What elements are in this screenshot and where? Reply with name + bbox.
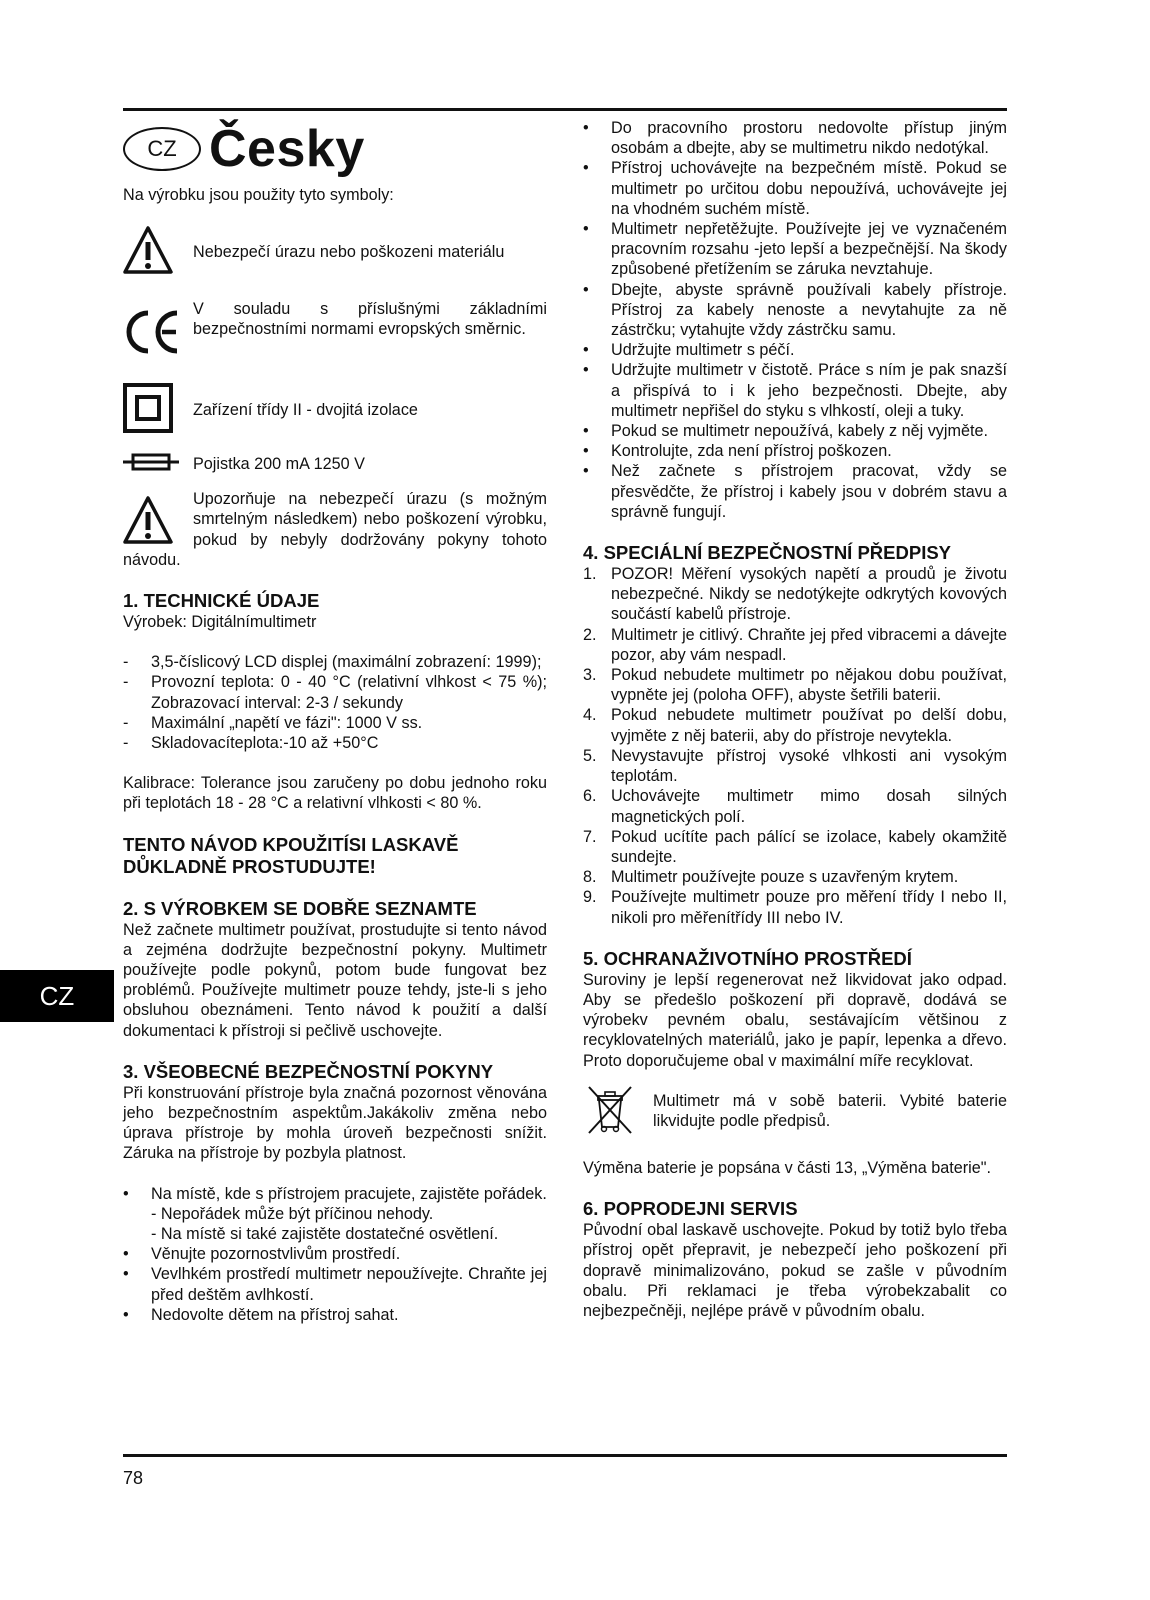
list-item: • Přístroj uchovávejte na bezpečném místě. Pokud se multimetr po určitou dobu nepoužívá, uchovávejte jej na vhodném suchém místě. [583, 159, 1007, 218]
symbol-row [123, 449, 547, 479]
double-insulation-icon [123, 383, 173, 433]
ce-mark-icon [123, 307, 181, 357]
symbol-text: Nebezpečí úrazu nebo poškozeni materiálu [193, 243, 505, 262]
symbol-row [123, 381, 547, 439]
product-line: Výrobek: Digitálnímultimetr [123, 613, 317, 632]
list-item: 5. Nevystavujte přístroj vysoké vlhkosti ani vysokým teplotám. [583, 746, 1007, 786]
list-item: • Multimetr nepřetěžujte. Používejte jej ve vyznačeném pracovním rozsahu -jeto lepší a bezpečnější. Na škody způsobené přetížením se záruka nevztahuje. [583, 220, 1007, 279]
list-item: - Skladovacíteplota:-10 až +50°C [123, 734, 379, 753]
sub-item: - Nepořádek může být příčinou nehody. [151, 1204, 434, 1223]
section-text: Suroviny je lepší regenerovat než likvidovat jako odpad. Aby se předešlo poškození při dopravě, dodává se výrobekv pevném obalu, sestávajícím většinou z recyklovatelných materiálů, jako je papír, lepenka a dřevo. Proto doporučujeme obal v maximální míře recyklovat. [583, 970, 1007, 1070]
sub-item: - Na místě si také zajistěte dostatečné osvětlení. [151, 1225, 499, 1244]
warning-triangle-icon [123, 495, 173, 545]
list-item: • Kontrolujte, zda není přístroj poškozen. [583, 442, 892, 461]
symbol-row [123, 299, 547, 369]
page-title [123, 118, 547, 180]
list-item: • Do pracovního prostoru nedovolte přístup jiným osobám a dbejte, aby se multimetru nikdo nedotýkal. [583, 119, 1007, 158]
page-number: 78 [123, 1468, 144, 1488]
list-item: • Na místě, kde s přístrojem pracujete, zajistěte pořádek. [123, 1184, 547, 1203]
warning-triangle-icon [123, 225, 173, 275]
safety-list-continued [583, 118, 1007, 522]
section-text: Původní obal laskavě uschovejte. Pokud by totiž bylo třeba přístroj opět přepravit, je nebezpečí jeho poškození při dopravě minimalizováno, pokud se zašle v původním obalu. Při reklamaci je třeba výrobekzabalit co nejbezpečněji, nejlépe právě v původním obalu. [583, 1221, 1007, 1320]
right-column [583, 118, 1007, 1321]
list-item: • Vevlhkém prostředí multimetr nepoužívejte. Chraňte jej před deštěm avlhkostí. [123, 1265, 547, 1304]
symbol-text: V souladu s příslušnými základními bezpečnostními normami evropských směrnic. [193, 300, 547, 339]
list-item: 9. Používejte multimetr pouze pro měření třídy I nebo II, nikoli pro měřenítřídy III nebo IV. [583, 888, 1007, 927]
list-item: - 3,5-číslicový LCD displej (maximální zobrazení: 1999); [123, 653, 542, 672]
list-item: • Než začnete s přístrojem pracovat, vždy se přesvědčte, že přístroj i kabely jsou v dobrém stavu a správně fungují. [583, 462, 1007, 521]
list-item: • Věnujte pozornostvlivům prostředí. [123, 1245, 401, 1264]
list-item: - Provozní teplota: 0 - 40 °C (relativní vlhkost < 75 %); Zobrazovací interval: 2-3 / sekundy [123, 673, 547, 712]
list-item: • Pokud se multimetr nepoužívá, kabely z něj vyjměte. [583, 422, 988, 441]
list-item: • Udržujte multimetr v čistotě. Práce s ním je pak snazší a přispívá to i k jeho bezpečnosti. Dbejte, aby multimetr nepřišel do styku s vlhkostí, oleji a tuky. [583, 361, 1007, 420]
list-item: - Maximální „napětí ve fázi": 1000 V ss. [123, 713, 423, 732]
calibration-text: Kalibrace: Tolerance jsou zaručeny po dobu jednoho roku při teplotách 18 - 28 °C a relativní vlhkosti < 80 %. [123, 774, 547, 813]
symbol-text: Zařízení třídy II - dvojitá izolace [193, 401, 418, 420]
special-rules-list [583, 564, 1007, 928]
top-rule [123, 108, 1007, 111]
list-item: 8. Multimetr používejte pouze s uzavřeným krytem. [583, 868, 959, 887]
list-item: • Dbejte, abyste správně používali kabely přístroje. Přístroj za kabely nenoste a nevytahujte za ně zástrčku; vytahujte vždy zástrčku samu. [583, 280, 1007, 340]
language-side-tab: CZ [0, 970, 114, 1022]
title-text: Česky [209, 120, 365, 178]
section-heading: 3. VŠEOBECNÉ BEZPEČNOSTNÍ POKYNY [123, 1060, 494, 1082]
section-heading: 6. POPRODEJNI SERVIS [583, 1198, 798, 1220]
list-item: 3. Pokud nebudete multimetr po nějakou dobu používat, vypněte jej (poloha OFF), abyste šetřili baterii. [583, 666, 1007, 705]
symbol-text: Pojistka 200 mA 1250 V [193, 455, 365, 474]
left-column [123, 118, 547, 1325]
bottom-rule [123, 1454, 1007, 1457]
section-text: Než začnete multimetr používat, prostudujte si tento návod a zejména dodržujte bezpečnostní pokyny. Multimetr používejte podle pokynů, potom bude fungovat bez problémů. Používejte multimetr pouze tehdy, jste-li s jeho obsluhou obeznámeni. Tento návod k použití a další dokumentaci k přístroji si pečlivě uschovejte. [123, 920, 547, 1040]
battery-note: Multimetr má v sobě baterii. Vybité baterie likvidujte podle předpisů. [653, 1091, 1007, 1130]
crossed-bin-icon [583, 1083, 637, 1137]
list-item: 1. POZOR! Měření vysokých napětí a proudů je životu nebezpečné. Nikdy se nedotýkejte odkrytých kovových součástí kabelů přístroje. [583, 565, 1007, 624]
safety-list [123, 1184, 547, 1204]
list-item: 2. Multimetr je citlivý. Chraňte jej před vibracemi a dávejte pozor, aby vám nespadl. [583, 625, 1007, 664]
safety-list [123, 1244, 547, 1325]
list-item: 7. Pokud ucítíte pach pálící se izolace, kabely okamžitě sundejte. [583, 827, 1007, 866]
list-item: • Udržujte multimetr s péčí. [583, 341, 795, 360]
symbols-intro: Na výrobku jsou použity tyto symboly: [123, 186, 394, 204]
spec-list [123, 652, 547, 753]
battery-replace-note: Výměna baterie je popsána v části 13, „Výměna baterie". [583, 1158, 991, 1177]
section-heading: 5. OCHRANAŽIVOTNÍHO PROSTŘEDÍ [583, 947, 912, 969]
section-heading: 4. SPECIÁLNÍ BEZPEČNOSTNÍ PŘEDPISY [583, 542, 952, 564]
fuse-icon [123, 452, 179, 472]
notice-heading: TENTO NÁVOD KPOUŽITÍSI LASKAVĚ DŮKLADNĚ PROSTUDUJTE! [123, 833, 459, 877]
list-item: 6. Uchovávejte multimetr mimo dosah silných magnetických polí. [583, 787, 1007, 826]
list-item: 4. Pokud nebudete multimetr používat po delší dobu, vyjměte z něj baterii, aby do přístroje nevytekla. [583, 706, 1007, 745]
symbol-row [123, 489, 547, 570]
symbol-row [123, 221, 547, 283]
language-badge: CZ [123, 127, 201, 171]
list-item: • Nedovolte dětem na přístroj sahat. [123, 1305, 399, 1324]
section-text: Při konstruování přístroje byla značná pozornost věnována jeho bezpečnostním aspektům.Jakákoliv změna nebo úprava přístroje by mohla úroveň bezpečnosti snížit. Záruka na přístroje by pozbyla platnost. [123, 1083, 547, 1163]
symbol-text: Upozorňuje na nebezpečí úrazu (s možným smrtelným následkem) nebo poškození výrobku, pokud by nebyly dodržovány pokyny tohoto návodu. [123, 490, 547, 569]
section-heading: 1. TECHNICKÉ ÚDAJE [123, 590, 320, 612]
section-heading: 2. S VÝROBKEM SE DOBŘE SEZNAMTE [123, 897, 477, 919]
battery-note-row [583, 1083, 1007, 1142]
